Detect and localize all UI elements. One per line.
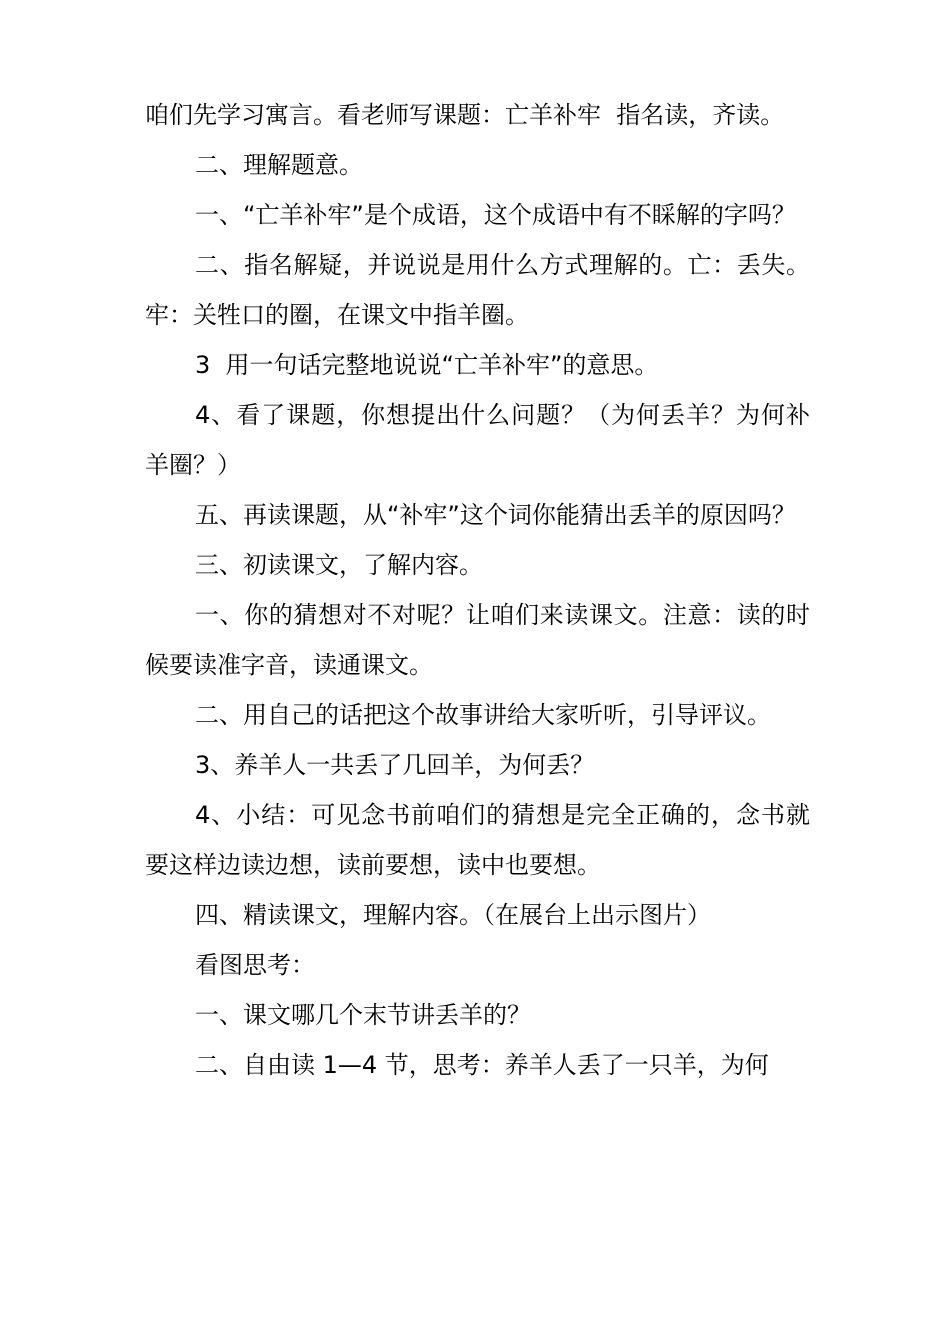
- paragraph-8: 三、初读课文，了解内容。: [195, 551, 483, 579]
- paragraph-3: 一、“亡羊补牢”是个成语，这个成语中有不睬解的字吗？: [195, 201, 796, 229]
- paragraph-9: 一、你的猜想对不对呢？让咱们来读课文。注意：读的时候要读准字音，读通课文。: [145, 601, 810, 679]
- paragraph-10: 二、用自己的话把这个故事讲给大家听听，引导评议。: [195, 701, 771, 729]
- paragraph-12: 4、小结：可见念书前咱们的猜想是完全正确的，念书就要这样边读边想，读前要想，读中也要想。: [145, 801, 810, 879]
- document-body: [145, 90, 810, 1090]
- paragraph-13: 四、精读课文，理解内容。（在展台上出示图片）: [195, 901, 711, 929]
- paragraph-1: 咱们先学习寓言。看老师写课题：亡羊补牢 指名读，齐读。: [145, 101, 785, 129]
- paragraph-4: 二、指名解疑，并说说是用什么方式理解的。亡：丢失。牢：关牲口的圈，在课文中指羊圈。: [145, 251, 810, 329]
- paragraph-7: 五、再读课题，从“补牢”这个词你能猜出丢羊的原因吗？: [195, 501, 796, 529]
- paragraph-14: 看图思考：: [195, 951, 315, 979]
- paragraph-5: 3 用一句话完整地说说“亡羊补牢”的意思。: [195, 351, 659, 379]
- paragraph-6: 4、看了课题，你想提出什么问题？（为何丢羊？为何补羊圈？）: [145, 401, 810, 479]
- paragraph-16: 二、自由读 1—4 节，思考：养羊人丢了一只羊，为何: [195, 1051, 769, 1079]
- paragraph-15: 一、课文哪几个末节讲丢羊的？: [195, 1001, 531, 1029]
- paragraph-11: 3、养羊人一共丢了几回羊，为何丢？: [195, 751, 595, 779]
- paragraph-2: 二、理解题意。: [195, 151, 363, 179]
